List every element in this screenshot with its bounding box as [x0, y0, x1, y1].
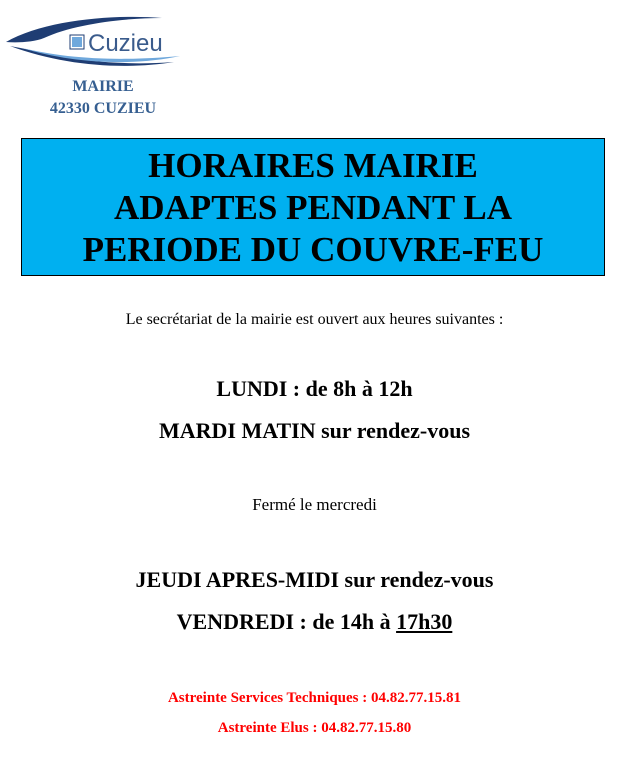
- title-banner: [21, 138, 605, 276]
- title-line-1: HORAIRES MAIRIE: [148, 146, 478, 185]
- schedule-wednesday: Fermé le mercredi: [252, 495, 377, 514]
- friday-prefix: VENDREDI : de 14h à: [176, 609, 397, 634]
- astreinte-technical: Astreinte Services Techniques : 04.82.77.15.81: [167, 690, 462, 706]
- mairie-label: MAIRIE: [72, 78, 134, 95]
- title-line-2: ADAPTES PENDANT LA: [113, 188, 513, 227]
- schedule-friday: [0, 609, 619, 635]
- schedule-monday: LUNDI : de 8h à 12h: [216, 376, 413, 401]
- friday-end-time: 17h30: [396, 609, 453, 634]
- schedule-thursday: JEUDI APRES-MIDI sur rendez-vous: [135, 567, 494, 592]
- title-line-3: PERIODE DU COUVRE-FEU: [82, 230, 544, 269]
- mairie-postcode: 42330 CUZIEU: [49, 100, 157, 117]
- schedule-tuesday: MARDI MATIN sur rendez-vous: [158, 418, 471, 443]
- logo-text: Cuzieu: [88, 30, 163, 57]
- cuzieu-logo: [4, 12, 188, 70]
- intro-text: Le secrétariat de la mairie est ouvert aux heures suivantes :: [125, 311, 504, 328]
- astreinte-elus: Astreinte Elus : 04.82.77.15.80: [217, 720, 412, 736]
- mairie-address: [20, 76, 186, 120]
